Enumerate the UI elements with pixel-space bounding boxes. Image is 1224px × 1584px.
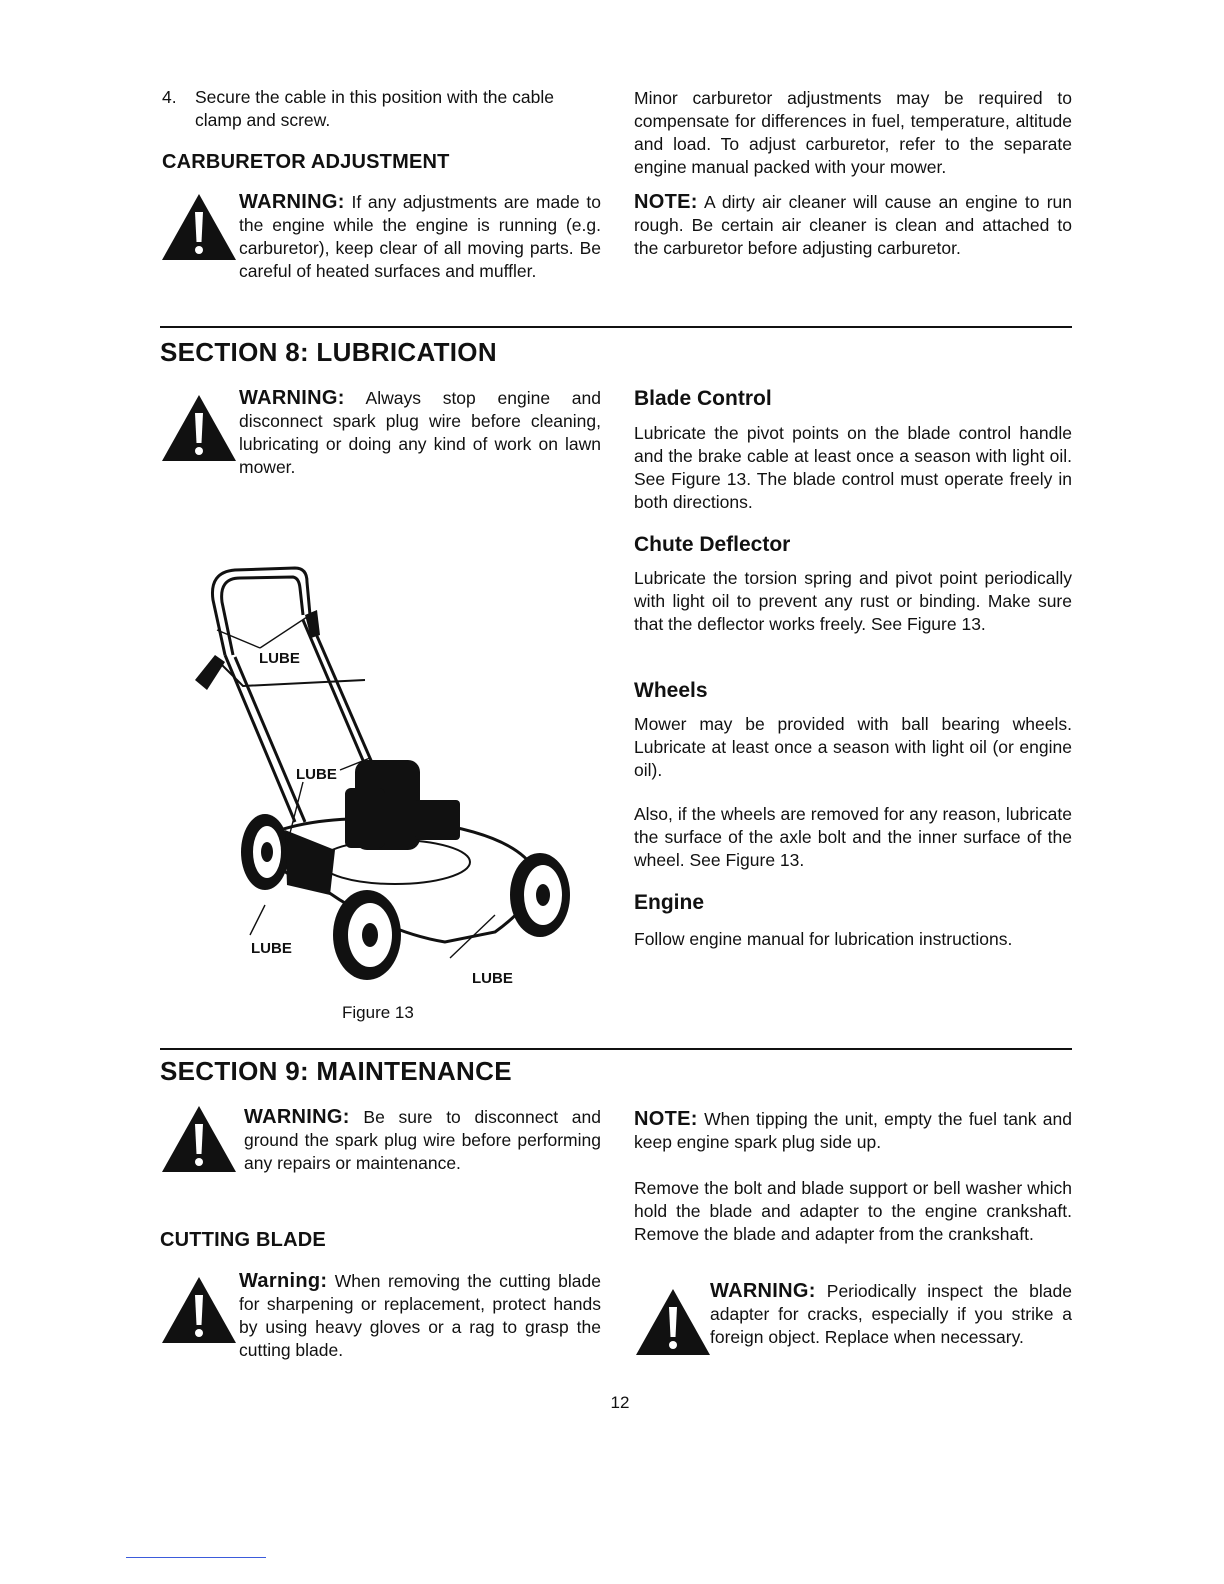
lube-label: LUBE — [251, 940, 292, 957]
figure-caption: Figure 13 — [342, 1003, 414, 1022]
blade-adapter-warning — [710, 1280, 1072, 1349]
carburetor-info: Minor carburetor adjustments may be required to compensate for differences in fuel, temperature, altitude and load. To adjust carburetor, refer to the separate engine manual packed with your mower. — [634, 88, 1072, 177]
carburetor-warning — [239, 191, 601, 283]
note-text: When tipping the unit, empty the fuel tank and keep engine spark plug side up. — [634, 1109, 1072, 1152]
carburetor-note — [634, 191, 1072, 260]
blade-control-text: Lubricate the pivot points on the blade control handle and the brake cable at least once a season with light oil. See Figure 13. The blade control must operate freely in both directions. — [634, 423, 1072, 512]
footer-rule — [126, 1557, 266, 1558]
engine-heading: Engine — [634, 891, 705, 914]
warning-text: If any adjustments are made to the engine while the engine is running (e.g. carburetor), keep clear of all moving parts. Be careful of heated surfaces and muffler. — [239, 192, 601, 281]
warning-icon — [160, 1104, 238, 1174]
note-label: NOTE: — [634, 1108, 698, 1130]
warning-icon — [634, 1287, 712, 1357]
warning-label: WARNING: — [244, 1106, 350, 1128]
lubrication-warning — [239, 387, 601, 479]
blade-removal-text: Remove the bolt and blade support or bell washer which hold the blade and adapter to the engine crankshaft. Remove the blade and adapter from the crankshaft. — [634, 1178, 1072, 1244]
wheels-text-2: Also, if the wheels are removed for any reason, lubricate the surface of the axle bolt and the inner surface of the wheel. See Figure 13. — [634, 804, 1072, 870]
maintenance-warning — [244, 1106, 601, 1175]
cutting-blade-warning — [239, 1270, 601, 1362]
warning-text: Periodically inspect the blade adapter for cracks, especially if you strike a foreign object. Replace when necessary. — [710, 1281, 1072, 1347]
wheels-heading: Wheels — [634, 679, 708, 702]
section-9-heading: SECTION 9: MAINTENANCE — [160, 1056, 512, 1086]
warning-text: Be sure to disconnect and ground the spark plug wire before performing any repairs or maintenance. — [244, 1107, 601, 1173]
lube-label: LUBE — [472, 970, 513, 987]
warning-label: WARNING: — [239, 191, 345, 213]
lawn-mower-illustration — [195, 560, 585, 990]
step-text: Secure the cable in this position with the cable clamp and screw. — [195, 87, 554, 130]
engine-text: Follow engine manual for lubrication instructions. — [634, 929, 1013, 949]
maintenance-note — [634, 1108, 1072, 1154]
warning-label: Warning: — [239, 1270, 328, 1292]
warning-label: WARNING: — [710, 1280, 816, 1302]
section-8-heading: SECTION 8: LUBRICATION — [160, 337, 497, 367]
carburetor-heading: CARBURETOR ADJUSTMENT — [162, 151, 450, 173]
warning-icon — [160, 192, 238, 262]
divider — [160, 1048, 1072, 1050]
warning-text: Always stop engine and disconnect spark plug wire before cleaning, lubricating or doing any kind of work on lawn mower. — [239, 388, 601, 477]
chute-deflector-heading: Chute Deflector — [634, 533, 791, 556]
warning-icon — [160, 393, 238, 463]
warning-icon — [160, 1275, 238, 1345]
step-number: 4. — [162, 87, 177, 107]
chute-deflector-text: Lubricate the torsion spring and pivot point periodically with light oil to prevent any rust or binding. Make sure that the deflector works freely. See Figure 13. — [634, 568, 1072, 634]
page-number: 12 — [610, 1393, 630, 1412]
blade-control-heading: Blade Control — [634, 387, 772, 410]
cutting-blade-heading: CUTTING BLADE — [160, 1229, 326, 1251]
lube-label: LUBE — [259, 650, 300, 667]
divider — [160, 326, 1072, 328]
warning-text: When removing the cutting blade for sharpening or replacement, protect hands by using heavy gloves or a rag to grasp the cutting blade. — [239, 1271, 601, 1360]
warning-label: WARNING: — [239, 387, 345, 409]
lube-label: LUBE — [296, 766, 337, 783]
wheels-text: Mower may be provided with ball bearing wheels. Lubricate at least once a season with light oil (or engine oil). — [634, 714, 1072, 780]
note-text: A dirty air cleaner will cause an engine to run rough. Be certain air cleaner is clean and attached to the carburetor before adjusting carburetor. — [634, 192, 1072, 258]
note-label: NOTE: — [634, 191, 698, 213]
